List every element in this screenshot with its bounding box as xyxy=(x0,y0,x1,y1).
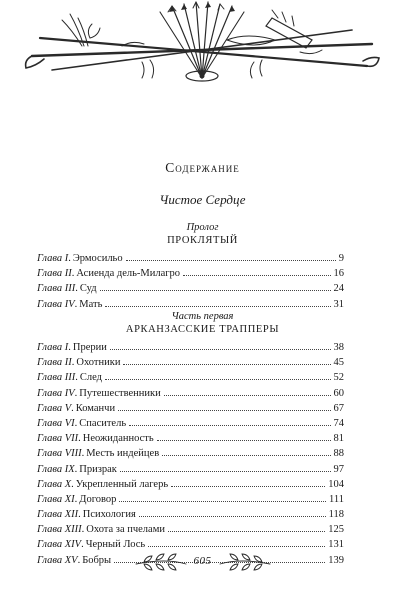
part-one-label: Часть первая xyxy=(171,311,234,322)
toc-entry[interactable]: Глава IV . Мать 31 xyxy=(37,298,344,310)
prologue-label: Пролог xyxy=(186,222,219,233)
book-title: Чистое Сердце xyxy=(159,192,246,207)
toc-entry[interactable]: Глава XIV . Черный Лось 131 xyxy=(37,539,344,551)
toc-entry[interactable]: Глава X . Укрепленный лагерь 104 xyxy=(37,478,344,490)
page-number: 605 xyxy=(193,555,212,567)
toc-entry[interactable]: Глава III . След 52 xyxy=(37,372,344,384)
weapons-ornament-icon xyxy=(22,0,382,86)
part-one-contents-list xyxy=(37,340,344,568)
toc-entry[interactable]: Глава II . Охотники 45 xyxy=(37,357,344,369)
toc-entry[interactable]: Глава I . Эрмосильо 9 xyxy=(37,253,344,264)
toc-entry[interactable]: Глава VII . Неожиданность 81 xyxy=(37,433,344,445)
toc-entry[interactable]: Глава XI . Договор 111 xyxy=(37,493,344,505)
toc-entry[interactable]: Глава XV . Бобры 139 xyxy=(37,554,344,566)
toc-entry[interactable]: Глава IX . Призрак 97 xyxy=(37,463,344,475)
toc-entry[interactable]: Глава VIII . Месть индейцев 88 xyxy=(37,448,344,460)
toc-entry[interactable]: Глава XIII . Охота за пчелами 125 xyxy=(37,524,344,536)
part-one-title: АРКАНЗАССКИЕ ТРАППЕРЫ xyxy=(125,324,280,335)
toc-entry[interactable]: Глава III . Суд 24 xyxy=(37,283,344,295)
toc-entry[interactable]: Глава VI . Спаситель 74 xyxy=(37,417,344,429)
prologue-contents-list xyxy=(37,251,344,312)
toc-entry[interactable]: Глава XII . Психология 118 xyxy=(37,509,344,521)
page-title: Содержание xyxy=(165,160,240,175)
toc-entry[interactable]: Глава V . Команчи 67 xyxy=(37,402,344,414)
toc-entry[interactable]: Глава IV . Путешественники 60 xyxy=(37,387,344,399)
prologue-title: ПРОКЛЯТЫЙ xyxy=(167,235,238,246)
toc-entry[interactable]: Глава I . Прерии 38 xyxy=(37,342,344,353)
toc-entry[interactable]: Глава II . Асиенда дель-Милагро 16 xyxy=(37,268,344,280)
